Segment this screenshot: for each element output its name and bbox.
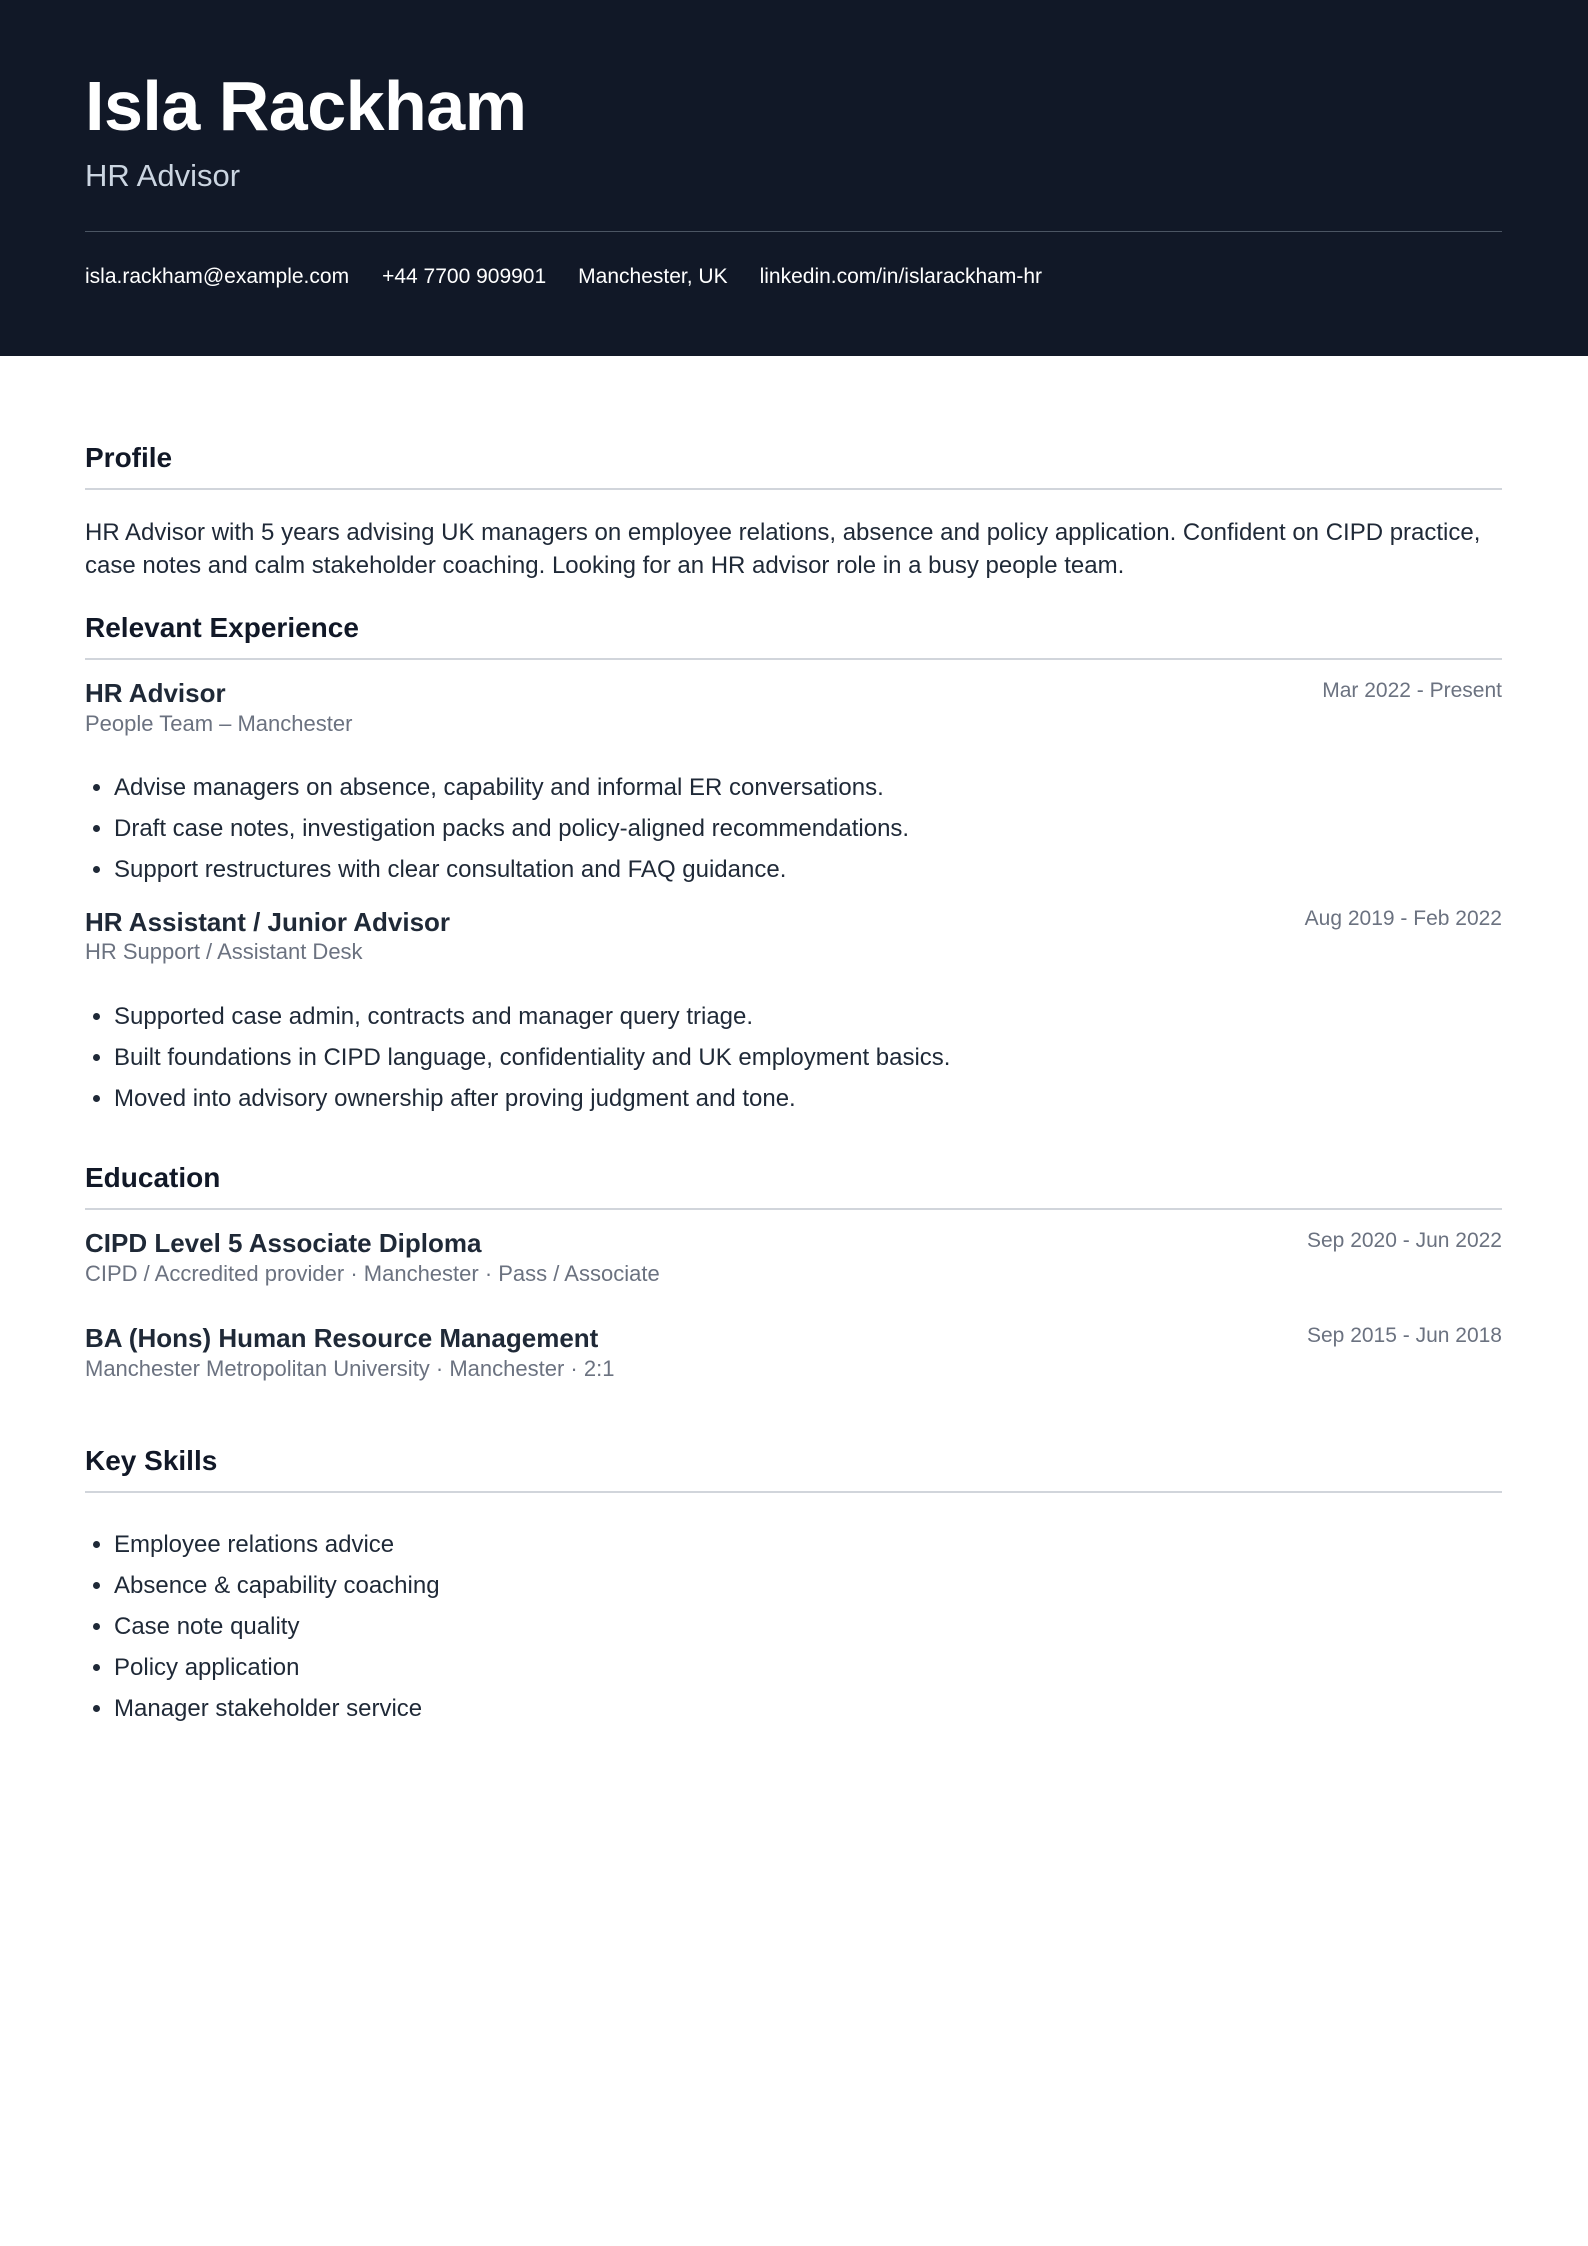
education-title: BA (Hons) Human Resource Management [85, 1323, 599, 1353]
job-title: HR Advisor [85, 678, 226, 708]
skill-item: • Manager stakeholder service [114, 1688, 1502, 1729]
education-title: CIPD Level 5 Associate Diploma [85, 1228, 482, 1258]
experience-heading: Relevant Experience [85, 612, 359, 643]
skill-item: • Employee relations advice [114, 1524, 1502, 1565]
skill-item: • Policy application [114, 1647, 1502, 1688]
candidate-name: Isla Rackham [85, 67, 527, 145]
job-bullet: • Supported case admin, contracts and manager query triage. [114, 996, 1502, 1037]
experience-divider [85, 658, 1502, 660]
education-detail: Manchester Metropolitan University · Manchester · 2:1 [85, 1356, 615, 1381]
job-bullet: • Support restructures with clear consultation and FAQ guidance. [114, 849, 1502, 890]
profile-heading: Profile [85, 442, 173, 473]
skills-list [85, 1524, 1502, 1729]
job-bullet: • Moved into advisory ownership after proving judgment and tone. [114, 1078, 1502, 1119]
profile-divider [85, 488, 1502, 490]
contact-email[interactable]: isla.rackham@example.com [85, 265, 350, 288]
job-organisation: HR Support / Assistant Desk [85, 939, 363, 964]
skill-item: • Case note quality [114, 1606, 1502, 1647]
education-dates: Sep 2015 - Jun 2018 [1307, 1324, 1502, 1347]
job-dates: Aug 2019 - Feb 2022 [1304, 907, 1502, 930]
job-bullet-list [85, 767, 1502, 890]
contact-phone[interactable]: +44 7700 909901 [382, 265, 547, 288]
candidate-role: HR Advisor [85, 158, 241, 193]
skill-item: • Absence & capability coaching [114, 1565, 1502, 1606]
education-detail: CIPD / Accredited provider · Manchester · Pass / Associate [85, 1261, 660, 1286]
job-bullet: • Advise managers on absence, capability and informal ER conversations. [114, 767, 1502, 808]
job-dates: Mar 2022 - Present [1322, 679, 1502, 702]
education-divider [85, 1208, 1502, 1210]
contact-linkedin[interactable]: linkedin.com/in/islarackham-hr [759, 265, 1043, 288]
job-bullet-list [85, 996, 1502, 1119]
contact-location: Manchester, UK [578, 265, 728, 288]
skills-heading: Key Skills [85, 1445, 218, 1476]
job-bullet: • Draft case notes, investigation packs and policy-aligned recommendations. [114, 808, 1502, 849]
contact-list [85, 262, 1042, 292]
job-organisation: People Team – Manchester [85, 711, 353, 736]
job-bullet: • Built foundations in CIPD language, confidentiality and UK employment basics. [114, 1037, 1502, 1078]
header-banner [0, 0, 1588, 356]
skills-divider [85, 1491, 1502, 1493]
education-dates: Sep 2020 - Jun 2022 [1307, 1229, 1502, 1252]
header-divider [85, 231, 1502, 232]
education-heading: Education [85, 1162, 221, 1193]
job-title: HR Assistant / Junior Advisor [85, 907, 451, 937]
profile-summary: HR Advisor with 5 years advising UK managers on employee relations, absence and policy application. Confident on CIPD practice, case notes and calm stakeholder coaching. Looking for an HR advisor role in a busy people team. [85, 519, 1481, 579]
